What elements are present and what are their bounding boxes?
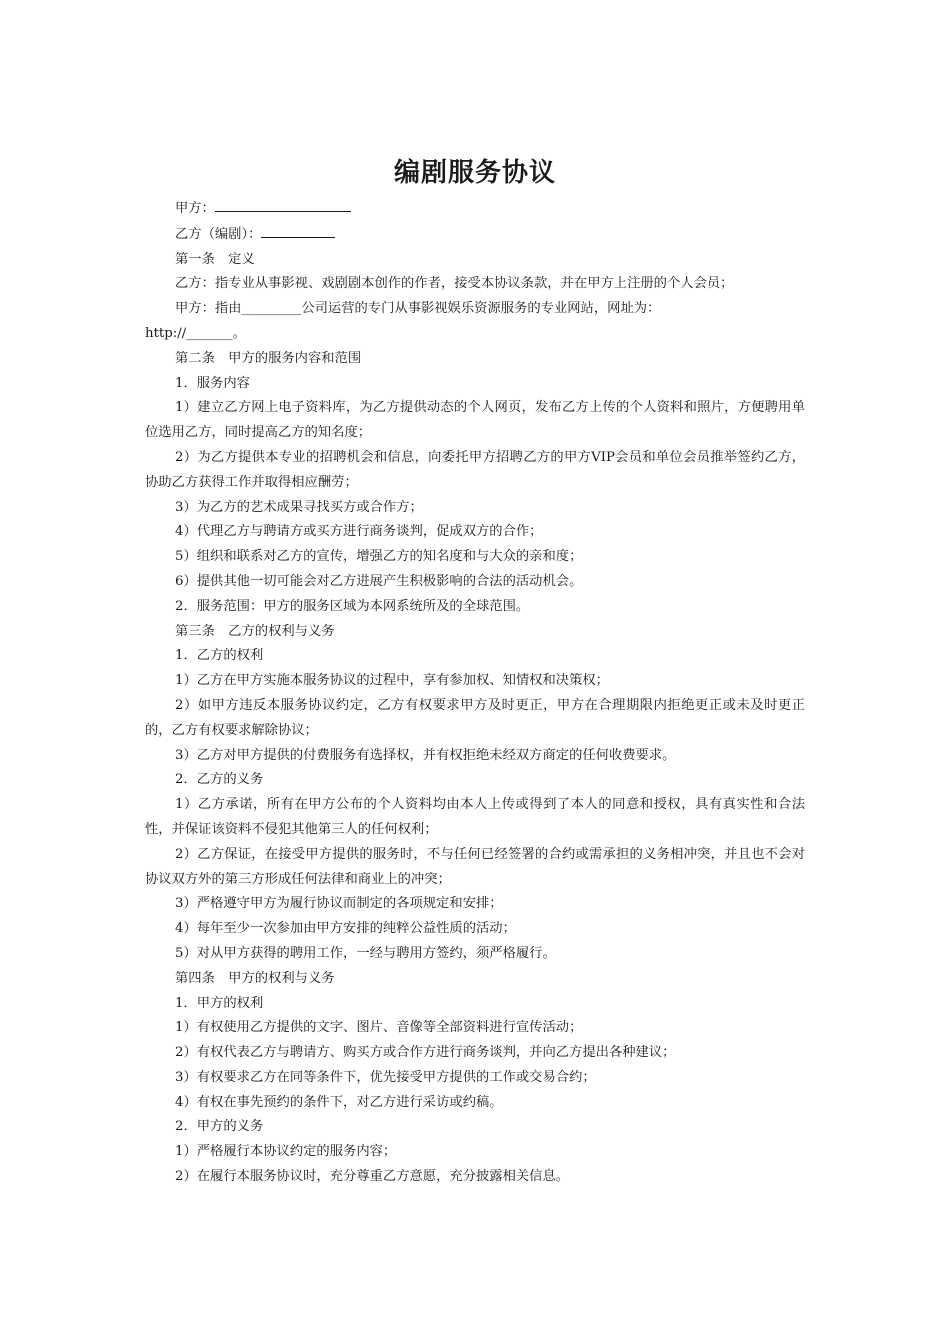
article-1-heading: 第一条 定义: [175, 251, 255, 267]
list-item: 5）对从甲方获得的聘用工作，一经与聘用方签约，须严格履行。: [175, 945, 556, 961]
subsection-heading: 2．乙方的义务: [175, 772, 264, 788]
subsection-heading: 2．甲方的义务: [175, 1119, 264, 1135]
subsection-heading: 1．甲方的权利: [175, 995, 264, 1011]
article-3-heading: 第三条 乙方的权利与义务: [175, 623, 335, 639]
party-a-label: 甲方：: [175, 201, 215, 216]
list-item: 2）在履行本服务协议时，充分尊重乙方意愿，充分披露相关信息。: [175, 1169, 570, 1185]
list-item: 6）提供其他一切可能会对乙方进展产生积极影响的合法的活动机会。: [175, 573, 583, 589]
article-4-heading: 第四条 甲方的权利与义务: [175, 970, 335, 986]
list-item: 3）乙方对甲方提供的付费服务有选择权，并有权拒绝未经双方商定的任何收费要求。: [175, 747, 676, 763]
list-item: 1）乙方在甲方实施本服务协议的过程中，享有参加权、知情权和决策权；: [175, 673, 609, 689]
document-title: 编剧服务协议: [393, 158, 556, 188]
list-item: 1）乙方承诺，所有在甲方公布的个人资料均由本人上传或得到了本人的同意和授权，具有真实性和合法性，并保证该资料不侵犯其他第三人的任何权利；: [145, 797, 805, 837]
list-item: 3）有权要求乙方在同等条件下，优先接受甲方提供的工作或交易合约；: [175, 1069, 596, 1085]
list-item: 4）代理乙方与聘请方或买方进行商务谈判，促成双方的合作；: [175, 524, 543, 540]
list-item: 5）组织和联系对乙方的宣传，增强乙方的知名度和与大众的亲和度；: [175, 549, 583, 565]
list-item: 2）如甲方违反本服务协议约定，乙方有权要求甲方及时更正，甲方在合理期限内拒绝更正或未及时更正的，乙方有权要求解除协议；: [145, 697, 805, 738]
party-a-line: [145, 196, 805, 222]
party-b-blank: [261, 222, 335, 238]
list-item: 4）每年至少一次参加由甲方安排的纯粹公益性质的活动；: [175, 921, 516, 937]
party-b-label: 乙方（编剧）：: [175, 226, 262, 242]
list-item: 2）乙方保证，在接受甲方提供的服务时，不与任何已经签署的合约或需承担的义务相冲突，并且也不会对协议双方外的第三方形成任何法律和商业上的冲突；: [145, 846, 805, 887]
paragraph: 甲方：指由_________公司运营的专门从事影视娱乐资源服务的专业网站，网址为：: [175, 301, 661, 317]
article-2-heading: 第二条 甲方的服务内容和范围: [175, 350, 362, 366]
list-item: 1）有权使用乙方提供的文字、图片、音像等全部资料进行宣传活动；: [175, 1020, 583, 1036]
website-url-line: http://_______。: [145, 325, 247, 341]
party-b-line: [145, 222, 805, 248]
list-item: 1）严格履行本协议约定的服务内容；: [175, 1144, 397, 1160]
party-a-blank: [215, 196, 351, 212]
list-item: 2）有权代表乙方与聘请方、购买方或合作方进行商务谈判，并向乙方提出各种建议；: [175, 1045, 676, 1061]
document-body: [145, 196, 805, 1190]
list-item: 3）为乙方的艺术成果寻找买方或合作方；: [175, 499, 423, 515]
list-item: 3）严格遵守甲方为履行协议而制定的各项规定和安排；: [175, 896, 503, 912]
subsection-heading: 1．乙方的权利: [175, 648, 264, 664]
list-item: 1）建立乙方网上电子资料库，为乙方提供动态的个人网页，发布乙方上传的个人资料和照片，方便聘用单位选用乙方，同时提高乙方的知名度；: [145, 400, 805, 441]
subsection-heading: 1．服务内容: [175, 375, 250, 391]
list-item: 4）有权在事先预约的条件下，对乙方进行采访或约稿。: [175, 1094, 503, 1110]
subsection-heading: 2．服务范围：甲方的服务区域为本网系统所及的全球范围。: [175, 598, 530, 614]
list-item: 2）为乙方提供本专业的招聘机会和信息，向委托甲方招聘乙方的甲方VIP会员和单位会员推举签约乙方，协助乙方获得工作并取得相应酬劳；: [145, 449, 805, 490]
paragraph: 乙方：指专业从事影视、戏剧剧本创作的作者，接受本协议条款，并在甲方上注册的个人会员；: [175, 276, 734, 292]
